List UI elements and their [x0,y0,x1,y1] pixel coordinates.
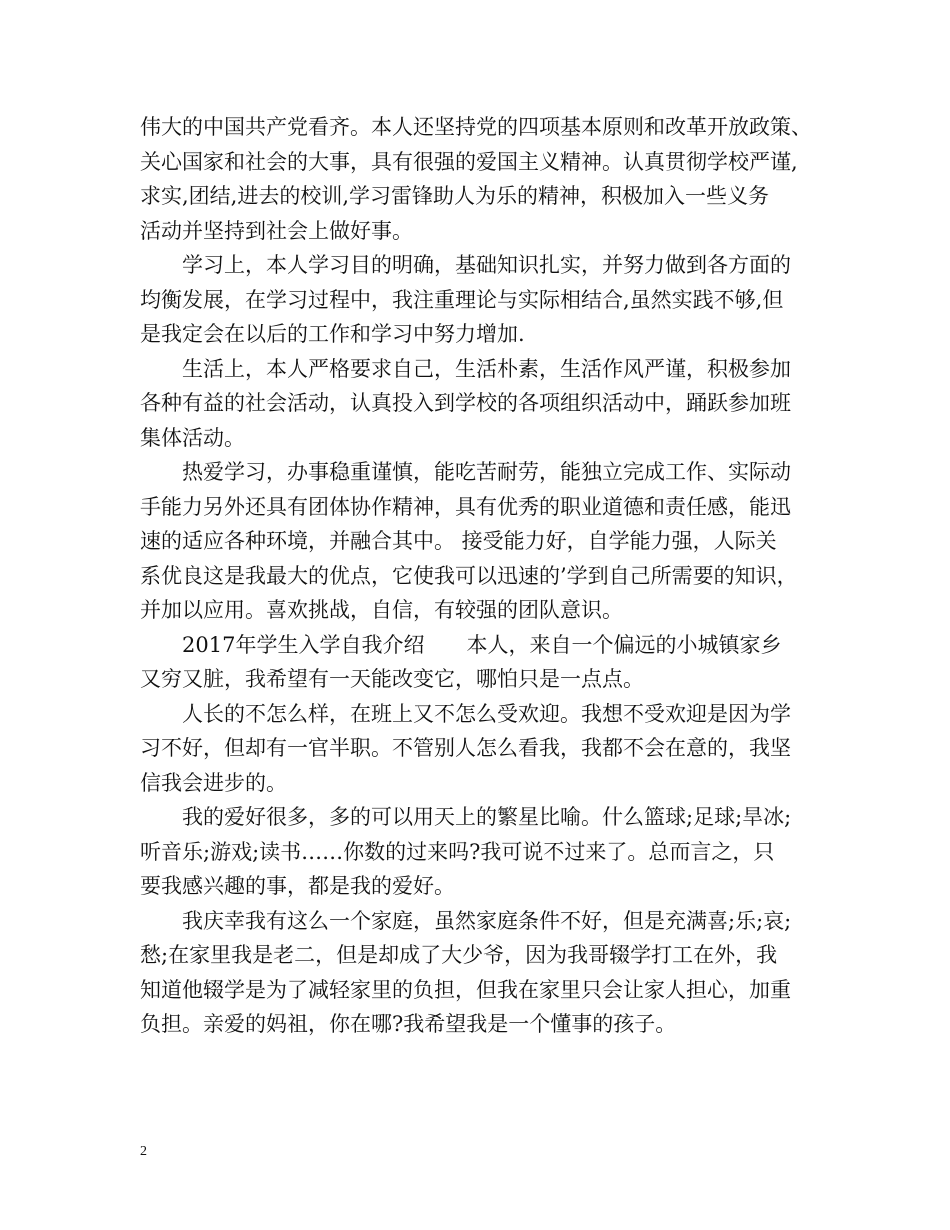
text-line: 知道他辍学是为了减轻家里的负担，但我在家里只会让家人担心，加重 [140,977,791,1002]
text-line: 系优良这是我最大的优点，它使我可以迅速的’学到自己所需要的知识， [140,563,798,588]
text-line: 我庆幸我有这么一个家庭，虽然家庭条件不好，但是充满喜;乐;哀; [140,908,792,933]
text-line: 热爱学习，办事稳重谨慎，能吃苦耐劳，能独立完成工作、实际动 [140,460,791,484]
text-line: 是我定会在以后的工作和学习中努力增加. [140,322,525,346]
text-line: 速的适应各种环境，并融合其中。 接受能力好，自学能力强，人际关 [140,529,777,553]
text-line: 活动并坚持到社会上做好事。 [140,218,413,243]
text-line: 愁;在家里我是老二，但是却成了大少爷，因为我哥辍学打工在外，我 [140,943,778,967]
text-line: 并加以应用。喜欢挑战，自信，有较强的团队意识。 [140,598,623,622]
body-text [140,110,820,1042]
text-line: 2017年学生入学自我介绍 本人，来自一个偏远的小城镇家乡 [140,632,782,657]
text-line: 手能力另外还具有团体协作精神，具有优秀的职业道德和责任感，能迅 [140,494,791,519]
text-line: 伟大的中国共产党看齐。本人还坚持党的四项基本原则和改革开放政策、 [140,115,812,139]
text-line: 求实,团结,进去的校训,学习雷锋助人为乐的精神，积极加入一些义务 [140,184,770,208]
text-line: 负担。亲爱的妈祖，你在哪?我希望我是一个懂事的孩子。 [140,1012,677,1036]
text-line: 要我感兴趣的事，都是我的爱好。 [140,874,455,898]
text-line: 学习上，本人学习目的明确，基础知识扎实，并努力做到各方面的 [140,253,791,277]
text-line: 又穷又脏，我希望有一天能改变它，哪怕只是一点点。 [140,667,644,691]
text-line: 集体活动。 [140,425,245,450]
text-line: 生活上，本人严格要求自己，生活朴素，生活作风严谨，积极参加 [140,356,791,381]
text-line: 各种有益的社会活动，认真投入到学校的各项组织活动中，踊跃参加班 [140,391,791,415]
text-line: 我的爱好很多，多的可以用天上的繁星比喻。什么篮球;足球;旱冰; [140,805,792,829]
text-line: 关心国家和社会的大事，具有很强的爱国主义精神。认真贯彻学校严谨, [140,149,798,174]
text-line: 人长的不怎么样，在班上又不怎么受欢迎。我想不受欢迎是因为学 [140,701,791,726]
text-line: 均衡发展，在学习过程中，我注重理论与实际相结合,虽然实践不够,但 [140,287,784,312]
text-line: 信我会进步的。 [140,770,287,795]
page-number: 2 [140,1144,147,1159]
text-line: 习不好，但却有一官半职。不管别人怎么看我，我都不会在意的，我坚 [140,736,791,760]
text-line: 听音乐;游戏;读书……你数的过来吗?我可说不过来了。总而言之，只 [140,839,775,864]
